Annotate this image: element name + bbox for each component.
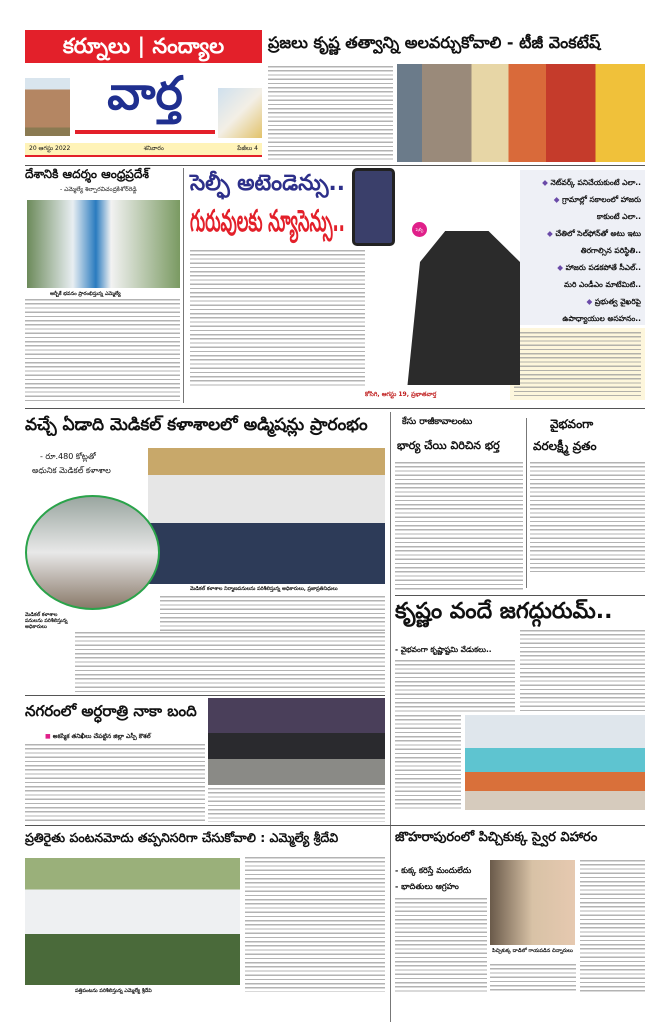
ap-text: [25, 299, 180, 401]
nandi-image: [218, 88, 262, 138]
krishnashtami-photo: [465, 715, 645, 810]
medical-headline: వచ్చే ఏడాది మెడికల్ కళాశాలలో అడ్మిషన్లు ప్రారంభం: [25, 415, 368, 435]
bullet-item: ◆ గ్రామాల్లో సకాలంలో హాజరు: [553, 195, 641, 204]
crop-headline: ప్రతిరైతు పంటనమోదు తప్పనిసరిగా చేసుకోవాలి : ఎమ్మెల్యే శ్రీదేవి: [25, 830, 339, 845]
medical-caption: మెడికల్ కళాశాల నిర్మాణపనులను పరిశీలిస్తున్న అధికారులు, ప్రజాప్రతినిధులు: [190, 586, 338, 592]
crop-text: [245, 857, 385, 992]
vrata-headline-2: వరలక్ష్మీ వ్రతం: [533, 439, 597, 453]
bullet-item: ◆ ప్రభుత్వ వైఖరిపై: [586, 297, 641, 306]
selfie-badge: షెల్ఫీ: [412, 222, 427, 237]
divider: [25, 408, 645, 409]
issue-date: 20 ఆగస్టు 2022: [29, 145, 71, 152]
ap-headline: దేశానికి ఆదర్శం ఆంధ్రప్రదేశ్: [25, 167, 149, 181]
selfie-dateline: కోసిగి, ఆగస్టు 19, ప్రభాతవార్త: [365, 391, 437, 398]
bullet-item: ◆ చేతిలో సెల్‌ఫోన్‌తో అటు ఇటు: [547, 229, 641, 238]
divider: [390, 412, 391, 1022]
divider: [25, 825, 645, 826]
krishnam-headline: కృష్ణం వందే జగద్గురుమ్..: [395, 599, 613, 624]
medical-circle-photo: [25, 495, 160, 610]
bullet-item: తిరగాల్సిన పరిస్థితి..: [580, 246, 641, 255]
naka-text: [208, 788, 385, 822]
vrata-text: [530, 462, 645, 572]
dog-subhead-1: - కుక్క కరిస్తే మందులేదు: [395, 866, 472, 875]
divider: [183, 168, 184, 403]
temple-photo: [397, 64, 645, 162]
divider: [526, 418, 527, 588]
case-headline-2: భార్య చేయి విరిచిన భర్త: [397, 439, 500, 452]
bullet-item: ◆ నెట్‌వర్క్ పనిచేయకుంటే ఎలా..: [542, 178, 641, 187]
selfie-headline-1: సెల్ఫీ అటెండెన్సు..: [190, 171, 345, 196]
naka-headline: నగరంలో అర్ధరాత్రి నాకా బంది: [25, 702, 197, 720]
divider: [25, 165, 645, 166]
krishnam-text: [395, 660, 515, 712]
medical-text: [160, 596, 385, 632]
dog-text: [490, 964, 576, 992]
medical-subhead-2: అధునిక మెడికల్ కళాశాల: [32, 466, 111, 475]
cartoon-teacher: [395, 180, 520, 385]
crop-caption: పత్తిపంటను పరిశీలిస్తున్న ఎమ్మెల్యే శ్రీదేవి: [75, 988, 152, 994]
dog-text: [395, 898, 487, 993]
lead-headline: ప్రజలు కృష్ణ తత్వాన్ని అలవర్చుకోవాలి - టీజీ వెంకటేష్: [268, 33, 601, 52]
dog-caption: పిచ్చికుక్క దాడిలో గాయపడిన చిన్నారులు: [492, 948, 573, 954]
page-count: పేజీలు 4: [237, 145, 258, 152]
phone-illustration: [352, 168, 395, 246]
medical-text: [75, 632, 385, 692]
bullet-item: కాకుంటే ఎలా..: [596, 212, 641, 221]
medical-photo: [148, 448, 385, 584]
ap-subhead: - ఎమ్మెల్యే శిల్పారవిచంద్రకిశోర్‌రెడ్డి: [60, 186, 137, 193]
medical-circle-caption: మెడికల్ కళాశాల పనులను పరిశీలిస్తున్న అధికారులు: [25, 612, 68, 630]
krishnam-subhead: - వైభవంగా కృష్ణాష్టమి వేడుకలు..: [395, 645, 492, 654]
ap-photo: [27, 200, 180, 288]
masthead-edition-banner: కర్నూలు | నంద్యాల: [25, 30, 262, 63]
lead-article-text: [268, 66, 393, 160]
dog-bite-photo: [490, 860, 575, 945]
bullet-item: ఉపాధ్యాయుల అసహనం..: [562, 314, 641, 323]
selfie-headline-2: గురువులకు న్యూసెన్సు..: [190, 204, 345, 239]
quote-text: [514, 332, 641, 396]
bullet-item: మరి ఎండీఎం మాటేమిటి..: [564, 280, 641, 289]
dog-headline: జొహరాపురంలో పిచ్చికుక్క స్వైర విహారం: [395, 830, 598, 845]
selfie-bullets: [520, 170, 645, 325]
case-text: [395, 462, 523, 590]
issue-day: శనివారం: [143, 145, 164, 152]
ap-caption: ఆర్బీకే భవనం ప్రారంభిస్తున్న ఎమ్మెల్యే: [50, 291, 121, 297]
divider: [395, 595, 645, 596]
case-headline-1: కేసు రాజీకావాలంటు: [402, 417, 473, 427]
naka-subhead: ■ అకస్మిక తనిఖీలు చేపట్టిన జిల్లా ఎస్పీ కౌశల్: [45, 733, 151, 740]
naka-photo: [208, 698, 385, 785]
krishnam-text: [395, 715, 461, 810]
date-bar: [25, 143, 262, 157]
bullet-item: ◆ హాజరు పడకపోతే సీఎల్..: [557, 263, 641, 272]
fort-image: [25, 78, 70, 136]
naka-text: [25, 744, 205, 822]
vrata-headline-1: వైభవంగా: [550, 417, 594, 431]
crop-photo: [25, 858, 240, 985]
medical-subhead-1: - రూ.480 కోట్లతో: [40, 452, 96, 461]
dog-text: [580, 860, 645, 992]
divider: [25, 695, 385, 696]
krishnam-text: [520, 630, 645, 712]
dog-subhead-2: - భాదితులు ఆగ్రహం: [395, 882, 459, 891]
newspaper-logo: వార్త: [75, 66, 215, 134]
selfie-text: [190, 250, 365, 388]
